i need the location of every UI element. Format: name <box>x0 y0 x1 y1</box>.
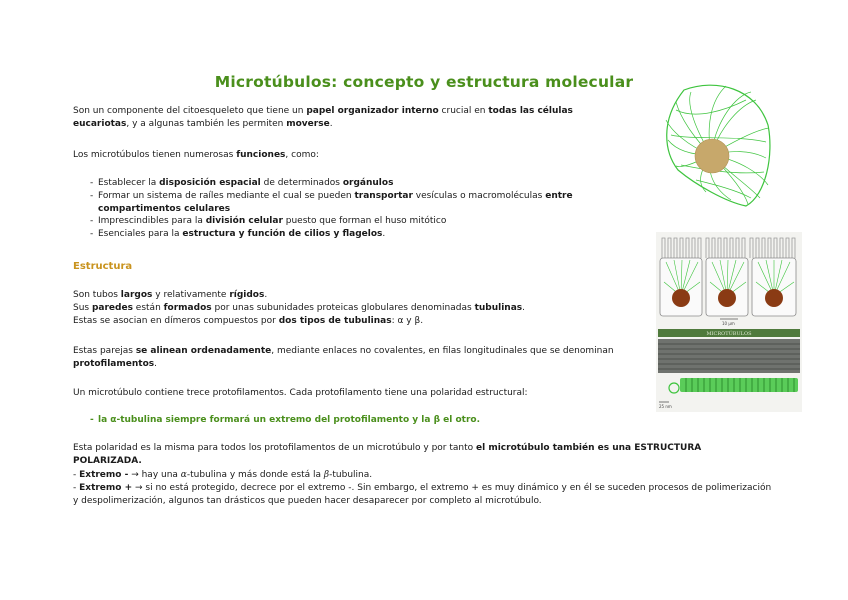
t: - <box>73 482 80 493</box>
t: por unas subunidades proteicas globulares denominadas <box>211 302 475 313</box>
list-item: - la α-tubulina siempre formará un extremo del protofilamento y la β el otro. <box>73 414 633 427</box>
intro-text-3: , y a algunas también les permiten <box>126 118 287 129</box>
t: → hay una <box>128 470 181 480</box>
list-item <box>73 190 598 216</box>
intro-bold-1: papel organizador interno <box>306 106 439 116</box>
t: Esta polaridad es la misma para todos los protofilamentos de un microtúbulo y por tanto <box>73 443 477 453</box>
b: formados <box>163 302 212 313</box>
t: , mediante enlaces no covalentes, en <box>271 346 443 356</box>
funciones-intro <box>73 149 633 162</box>
funciones-list <box>73 177 598 241</box>
beta-symbol: β <box>323 470 330 480</box>
line <box>73 289 633 302</box>
b: paredes <box>91 302 133 313</box>
item-bold: transportar <box>354 190 413 201</box>
scale-label-2: 25 nm <box>659 404 672 409</box>
b: dos tipos de tubulinas <box>278 315 392 326</box>
item-text: Establecer la <box>98 178 160 188</box>
funciones-text-2: , como: <box>285 150 319 160</box>
t: Estas parejas <box>73 346 136 356</box>
figure-label: MICROTÚBULOS <box>706 331 752 338</box>
b: se alinean ordenadamente <box>135 346 272 356</box>
b: tubulinas <box>474 302 523 313</box>
t: -tubulina. <box>329 470 373 480</box>
line <box>73 482 773 508</box>
intro-text-1: Son un componente del citoesqueleto que tiene un <box>73 106 307 116</box>
intro-paragraph <box>73 105 628 131</box>
item-bold: orgánulos <box>342 178 394 188</box>
list-item <box>73 177 598 190</box>
microtubule-micrograph-figure <box>656 232 802 412</box>
item-text: Esenciales para la <box>98 229 183 240</box>
item-text: Imprescindibles para la <box>98 216 206 227</box>
line <box>73 469 773 482</box>
item-text: puesto que forman el huso mitótico <box>282 216 447 227</box>
polarity-list <box>73 414 633 427</box>
cell-microtubule-illustration <box>656 80 776 210</box>
intro-bold-2: todas las células eucariotas <box>73 106 573 129</box>
estructura-paragraph-5 <box>73 469 773 507</box>
alpha-symbol: α <box>180 470 187 480</box>
item-text: vesículas o macromoléculas <box>412 190 546 201</box>
intro-text-2: crucial en <box>438 106 489 116</box>
t: : α y β. <box>391 315 424 326</box>
line <box>73 315 633 328</box>
estructura-paragraph-4 <box>73 442 773 468</box>
item-text: Formar un sistema de raíles mediante el cual se pueden <box>98 190 355 201</box>
item-bold: disposición espacial <box>159 178 261 188</box>
t: . <box>522 302 526 313</box>
item-text: de determinados <box>260 178 343 188</box>
list-item <box>73 228 598 241</box>
funciones-text-1: Los microtúbulos tienen numerosas <box>73 150 237 160</box>
intro-bold-3: moverse <box>286 118 330 129</box>
item-bold: entre compartimentos celulares <box>98 190 573 214</box>
b: largos <box>120 290 153 300</box>
funciones-bold: funciones <box>236 150 286 160</box>
b: Extremo + <box>79 482 133 493</box>
t: y relativamente <box>152 290 230 300</box>
item-text: . <box>382 229 386 240</box>
b: protofilamentos <box>73 358 155 369</box>
b: rígidos <box>229 290 265 300</box>
t: -tubulina y más donde está la <box>186 470 324 480</box>
item-bold: estructura y función de cilios y flagelos <box>182 229 383 240</box>
line <box>73 302 633 315</box>
item-bold: división celular <box>205 216 283 227</box>
scale-label-1: 10 μm <box>722 321 735 326</box>
t: . <box>154 358 157 369</box>
estructura-paragraph-3: Un microtúbulo contiene trece protofilamentos. Cada protofilamento tiene una polaridad estructural: <box>73 388 528 398</box>
t: Sus <box>73 302 92 313</box>
t: → si no está protegido, decrece por el extremo -. Sin embargo, el extremo + es muy dinámico y en él se suceden procesos de polimerización y despolimerización, algunos tan drásticos que pueden hacer desaparecer por completo al microtúbulo. <box>73 482 772 506</box>
t: Son tubos <box>73 290 121 300</box>
estructura-paragraph-1 <box>73 289 633 327</box>
b: el microtúbulo también es una ESTRUCTURA POLARIZADA. <box>73 443 702 466</box>
t: - <box>73 470 80 480</box>
t: . <box>264 290 268 300</box>
page-title: Microtúbulos: concepto y estructura molecular <box>214 73 634 91</box>
section-heading-estructura: Estructura <box>73 261 133 272</box>
t: están <box>132 302 164 313</box>
t: Estas se asocian en dímeros compuestos por <box>73 315 279 326</box>
intro-text-4: . <box>329 118 333 129</box>
b: Extremo - <box>79 470 129 480</box>
list-item <box>73 215 598 228</box>
t: filas longitudinales que se denominan <box>442 346 614 356</box>
estructura-paragraph-2 <box>73 345 618 371</box>
